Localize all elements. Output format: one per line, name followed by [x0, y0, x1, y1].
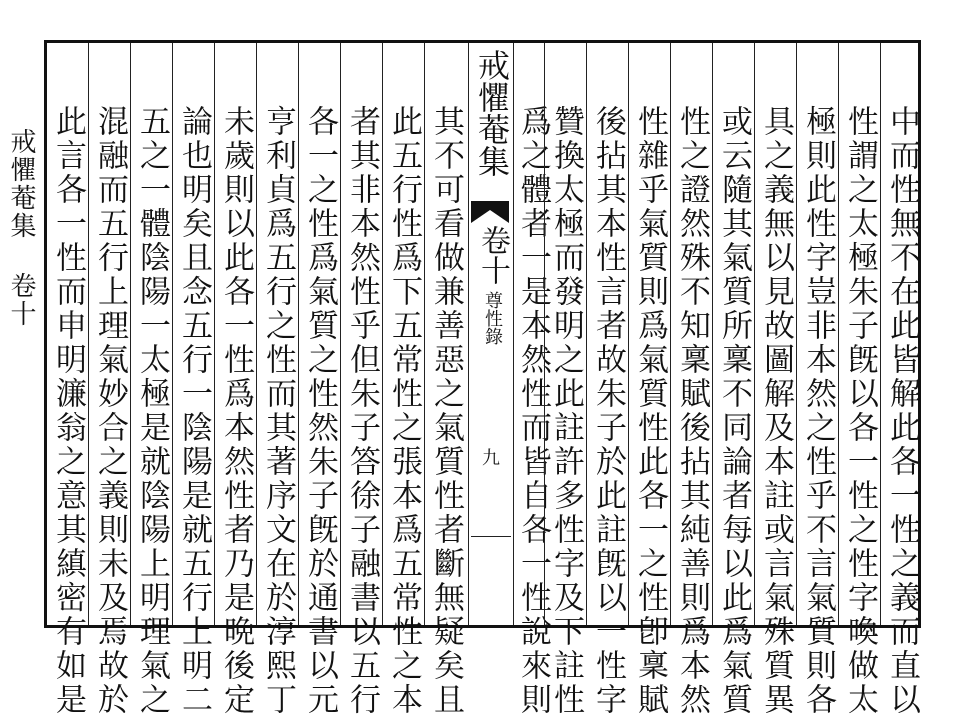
text-column-2: 性謂之太極朱子旣以各一性之性字喚做太: [842, 105, 878, 717]
text-column-4: 具之義無以見故圖解及本註或言氣殊質異: [758, 105, 794, 717]
text-column-6: 性之證然殊不知稟賦後拈其純善則爲本然: [674, 105, 710, 717]
column-rule: [214, 43, 215, 625]
column-rule: [670, 43, 671, 625]
margin-title: 戒懼菴集 卷十: [6, 128, 36, 328]
text-column-5: 或云隨其氣質所稟不同論者每以此爲氣質: [716, 105, 752, 717]
text-column-13: 者其非本然性乎但朱子答徐子融書以五行: [344, 105, 380, 717]
column-rule: [712, 43, 713, 625]
column-rule: [172, 43, 173, 625]
book-title: 戒懼菴集: [473, 49, 511, 177]
gutter-rule: [471, 536, 511, 537]
text-column-19: 混融而五行上理氣妙合之義則未及焉故於: [92, 105, 128, 717]
volume-label: 卷十: [475, 225, 510, 285]
column-rule: [382, 43, 383, 625]
column-rule: [130, 43, 131, 625]
text-column-10: 爲之體者一是本然性而皆自各一性說來則: [515, 105, 551, 717]
column-rule: [796, 43, 797, 625]
column-rule: [424, 43, 425, 625]
section-label: 尊性錄: [482, 291, 503, 345]
column-rule: [880, 43, 881, 625]
column-rule: [838, 43, 839, 625]
column-rule: [340, 43, 341, 625]
text-column-15: 亨利貞爲五行之性而其著序文在於淳熙丁: [260, 105, 296, 717]
text-column-11: 其不可看做兼善惡之氣質性者斷無疑矣且: [428, 105, 464, 717]
text-column-18: 五之一體陰陽一太極是就陰陽上明理氣之: [134, 105, 170, 717]
column-rule: [586, 43, 587, 625]
column-rule: [754, 43, 755, 625]
page-frame: [44, 40, 921, 717]
column-rule: [88, 43, 89, 625]
column-rule: [544, 43, 545, 625]
fish-tail-mark-icon: [471, 201, 509, 223]
text-column-9: 贊換太極而發明之此註許多性字及下註性: [548, 105, 584, 717]
text-column-12: 此五行性爲下五常性之張本爲五常性之本: [386, 105, 422, 717]
text-column-20: 此言各一性而申明濂翁之意其縝密有如是: [50, 105, 86, 717]
text-column-17: 論也明矣且念五行一陰陽是就五行上明二: [176, 105, 212, 717]
column-rule: [298, 43, 299, 625]
text-column-16: 未歲則以此各一性爲本然性者乃是晩後定: [218, 105, 254, 717]
text-column-14: 各一之性爲氣質之性然朱子旣於通書以元: [302, 105, 338, 717]
page-number: 九: [482, 448, 500, 469]
text-column-1: 中而性無不在此皆解此各一性之義而直以: [884, 105, 920, 717]
center-gutter: [468, 43, 514, 625]
text-column-8: 後拈其本性言者故朱子於此註旣以一性字: [590, 105, 626, 717]
text-column-3: 極則此性字豈非本然之性乎不言氣質則各: [800, 105, 836, 717]
column-rule: [628, 43, 629, 625]
text-column-7: 性雜乎氣質則爲氣質性此各一之性卽稟賦: [632, 105, 668, 717]
column-rule: [256, 43, 257, 625]
